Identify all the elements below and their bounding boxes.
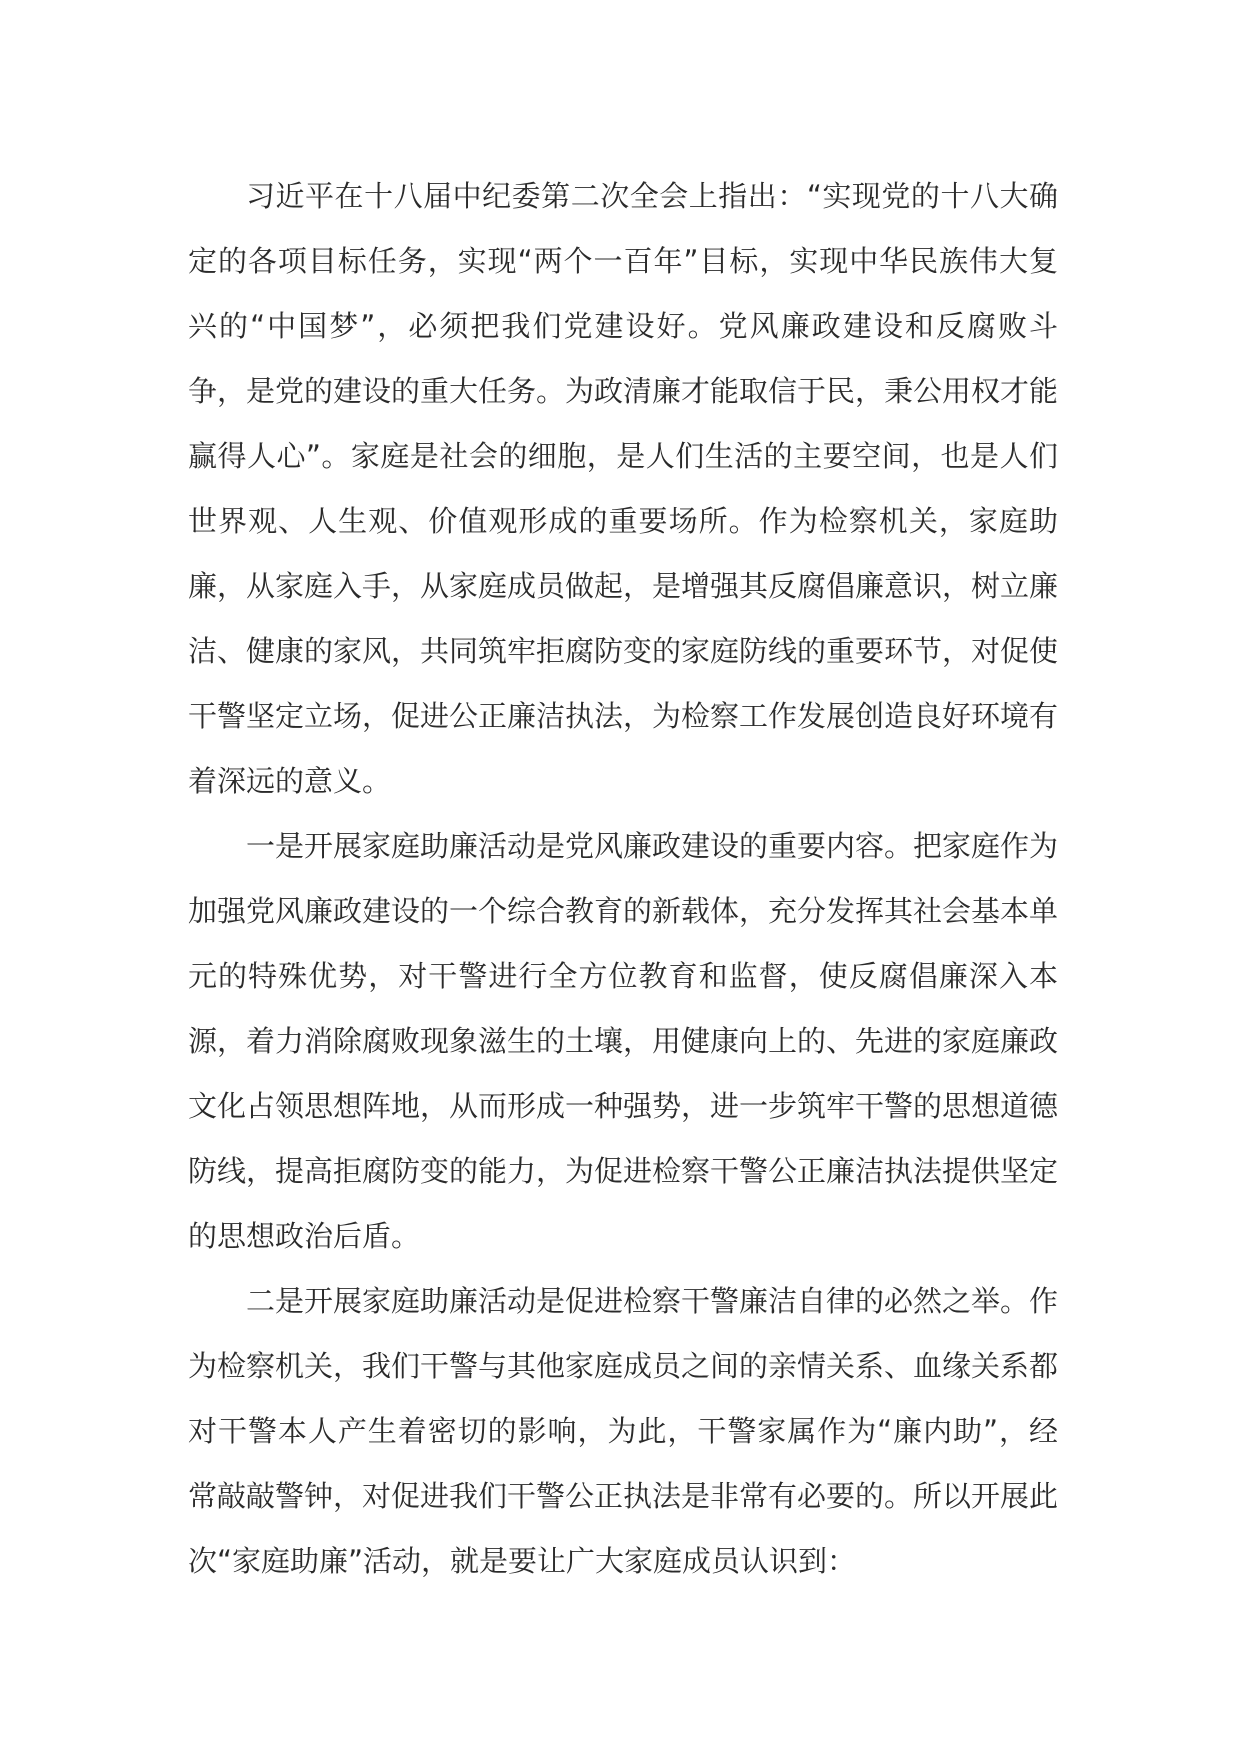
document-page [188, 164, 1058, 1594]
paragraph-intro: 习近平在十八届中纪委第二次全会上指出：“实现党的十八大确定的各项目标任务，实现“两个一百年”目标，实现中华民族伟大复兴的“中国梦”，必须把我们党建设好。党风廉政建设和反腐败斗争，是党的建设的重大任务。为政清廉才能取信于民，秉公用权才能赢得人心”。家庭是社会的细胞，是人们生活的主要空间，也是人们世界观、人生观、价值观形成的重要场所。作为检察机关，家庭助廉，从家庭入手，从家庭成员做起，是增强其反腐倡廉意识，树立廉洁、健康的家风，共同筑牢拒腐防变的家庭防线的重要环节，对促使干警坚定立场，促进公正廉洁执法，为检察工作发展创造良好环境有着深远的意义。 [188, 179, 1059, 798]
paragraph-point-two: 二是开展家庭助廉活动是促进检察干警廉洁自律的必然之举。作为检察机关，我们干警与其他家庭成员之间的亲情关系、血缘关系都对干警本人产生着密切的影响，为此，干警家属作为“廉内助”，经常敲敲警钟，对促进我们干警公正执法是非常有必要的。所以开展此次“家庭助廉”活动，就是要让广大家庭成员认识到： [188, 1284, 1059, 1578]
paragraph-point-one: 一是开展家庭助廉活动是党风廉政建设的重要内容。把家庭作为加强党风廉政建设的一个综合教育的新载体，充分发挥其社会基本单元的特殊优势，对干警进行全方位教育和监督，使反腐倡廉深入本源，着力消除腐败现象滋生的土壤，用健康向上的、先进的家庭廉政文化占领思想阵地，从而形成一种强势，进一步筑牢干警的思想道德防线，提高拒腐防变的能力，为促进检察干警公正廉洁执法提供坚定的思想政治后盾。 [188, 829, 1059, 1253]
